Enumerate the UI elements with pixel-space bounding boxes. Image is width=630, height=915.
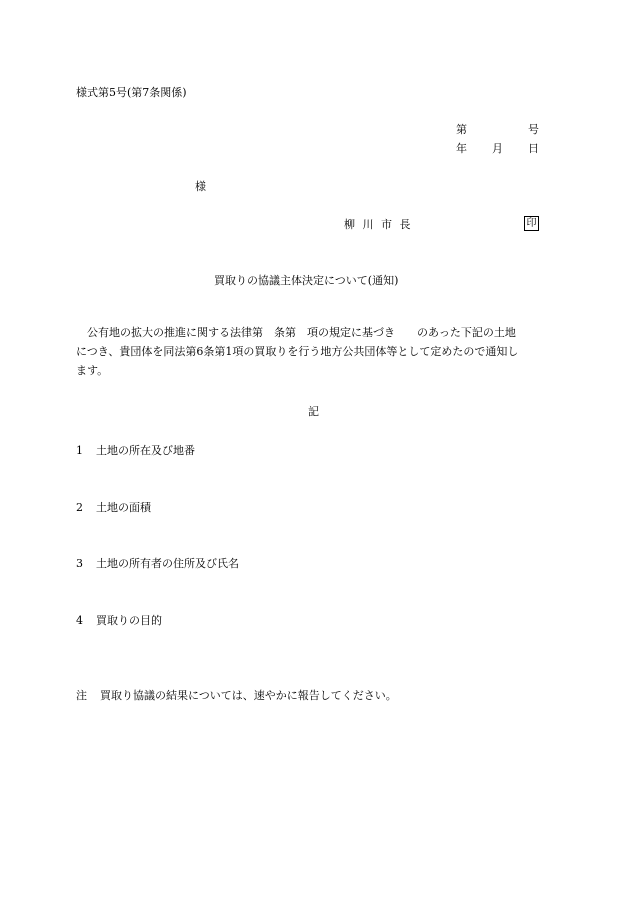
document-title: 買取りの協議主体決定について(通知) xyxy=(214,274,399,287)
form-label: 様式第5号(第7条関係) xyxy=(76,86,187,99)
ki-heading: 記 xyxy=(308,405,319,418)
date-year: 年 xyxy=(456,142,467,155)
body-paragraph xyxy=(76,323,554,380)
item-label: 土地の面積 xyxy=(96,501,151,514)
item-number: 4 xyxy=(76,614,83,627)
doc-number-suffix: 号 xyxy=(528,123,539,136)
sender: 柳 川 市 長 xyxy=(344,218,413,231)
item-number: 2 xyxy=(76,501,83,514)
addressee-suffix: 様 xyxy=(195,180,206,193)
note-prefix: 注 xyxy=(76,689,87,702)
item-number: 3 xyxy=(76,557,83,570)
body-line: ます。 xyxy=(76,364,109,377)
date-day: 日 xyxy=(528,142,539,155)
item-number: 1 xyxy=(76,444,83,457)
item-label: 土地の所有者の住所及び氏名 xyxy=(96,557,239,570)
doc-number-prefix: 第 xyxy=(456,123,467,136)
item-label: 土地の所在及び地番 xyxy=(96,444,195,457)
body-line: につき、貴団体を同法第6条第1項の買取りを行う地方公共団体等として定めたので通知し xyxy=(76,345,519,358)
date-month: 月 xyxy=(492,142,503,155)
seal-box: 印 xyxy=(524,216,539,231)
item-label: 買取りの目的 xyxy=(96,614,162,627)
body-line: 公有地の拡大の推進に関する法律第 条第 項の規定に基づき のあった下記の土地 xyxy=(76,326,516,339)
note-text: 買取り協議の結果については、速やかに報告してください。 xyxy=(100,689,397,702)
